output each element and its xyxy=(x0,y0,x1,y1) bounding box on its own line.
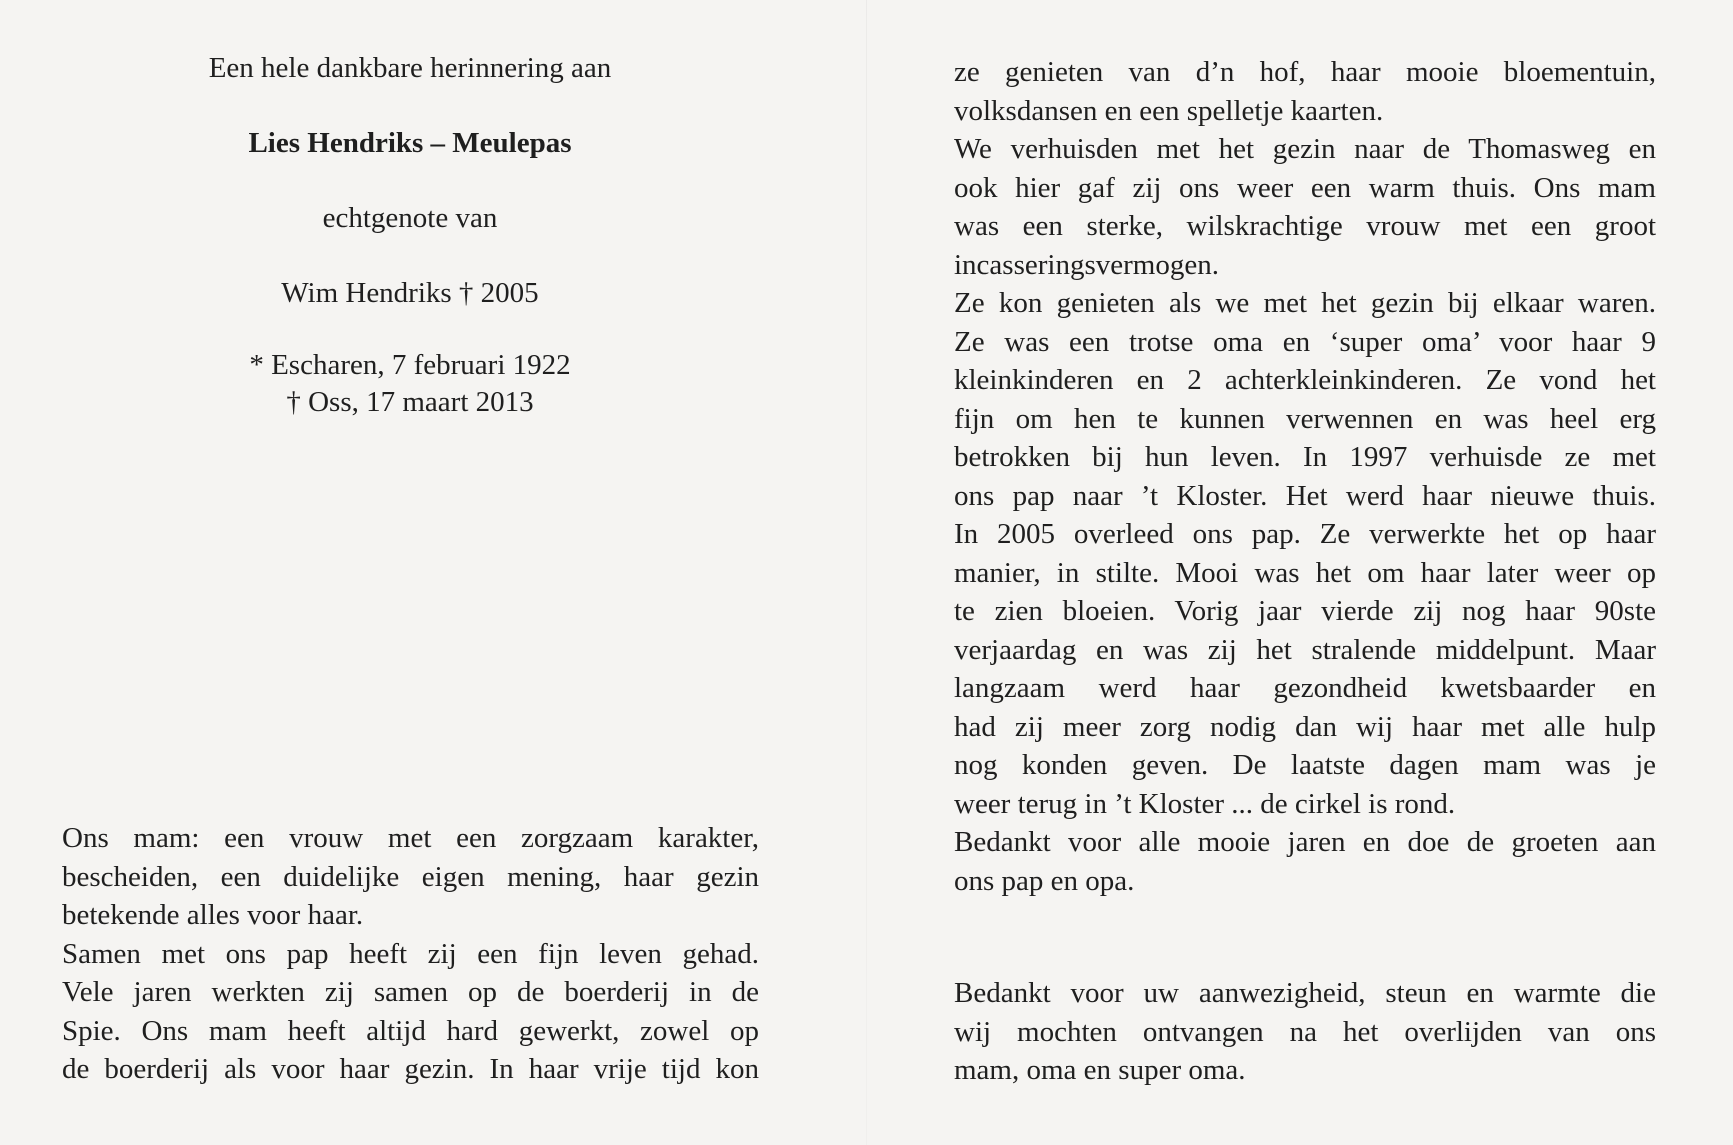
memorial-header xyxy=(60,50,760,421)
text-line: verjaardag en was zij het stralende middelpunt. Maar xyxy=(954,633,1656,666)
relation-line: echtgenote van xyxy=(322,202,498,234)
closing-thanks xyxy=(954,974,1656,1090)
text-line: In 2005 overleed ons pap. Ze verwerkte het op haar xyxy=(954,518,1656,550)
intro-line: Een hele dankbare herinnering aan xyxy=(208,52,612,84)
text-line: betrokken bij hun leven. In 1997 verhuisde ze met xyxy=(954,441,1656,473)
text-line: langzaam werd haar gezondheid kwetsbaarder en xyxy=(954,672,1656,704)
text-line: We verhuisden met het gezin naar de Thomasweg en xyxy=(954,133,1656,165)
text-line: Spie. Ons mam heeft altijd hard gewerkt, zowel op xyxy=(62,1014,759,1047)
text-line: Samen met ons pap heeft zij een fijn leven gehad. xyxy=(62,937,759,970)
text-line: wij mochten ontvangen na het overlijden van ons xyxy=(954,1015,1656,1048)
text-line: Vele jaren werkten zij samen op de boerderij in de xyxy=(62,976,759,1008)
text-line: betekende alles voor haar. xyxy=(62,899,364,931)
text-line: had zij meer zorg nodig dan wij haar met alle hulp xyxy=(954,710,1656,743)
left-body-text xyxy=(62,819,759,1089)
text-line: incasseringsvermogen. xyxy=(954,248,1219,281)
text-line: nog konden geven. De laatste dagen mam was je xyxy=(954,749,1656,781)
deceased-name: Lies Hendriks – Meulepas xyxy=(248,127,572,159)
text-line: was een sterke, wilskrachtige vrouw met een groot xyxy=(954,210,1656,242)
text-line: kleinkinderen en 2 achterkleinkinderen. Ze vond het xyxy=(954,364,1656,396)
text-line: manier, in stilte. Mooi was het om haar later weer op xyxy=(954,556,1656,589)
text-line: de boerderij als voor haar gezin. In haar vrije tijd kon xyxy=(62,1053,759,1085)
text-line: Ze was een trotse oma en ‘super oma’ voor haar 9 xyxy=(954,325,1656,358)
text-line: mam, oma en super oma. xyxy=(954,1054,1246,1086)
text-line: Ons mam: een vrouw met een zorgzaam karakter, xyxy=(62,822,759,854)
text-line: bescheiden, een duidelijke eigen mening, haar gezin xyxy=(62,860,759,893)
text-line: volksdansen en een spelletje kaarten. xyxy=(954,94,1384,127)
right-body-text xyxy=(954,53,1656,900)
birth-line: * Escharen, 7 februari 1922 xyxy=(249,349,571,381)
text-line: ze genieten van d’n hof, haar mooie bloementuin, xyxy=(954,56,1656,88)
text-line: ons pap en opa. xyxy=(954,864,1135,897)
text-line: Ze kon genieten als we met het gezin bij elkaar waren. xyxy=(954,287,1656,319)
card-fold xyxy=(866,0,867,1145)
text-line: te zien bloeien. Vorig jaar vierde zij nog haar 90ste xyxy=(954,595,1656,627)
death-line: † Oss, 17 maart 2013 xyxy=(286,386,534,418)
text-line: ons pap naar ’t Kloster. Het werd haar nieuwe thuis. xyxy=(954,479,1656,512)
text-line: ook hier gaf zij ons weer een warm thuis. Ons mam xyxy=(954,171,1656,204)
text-line: weer terug in ’t Kloster ... de cirkel is rond. xyxy=(954,787,1456,820)
text-line: fijn om hen te kunnen verwennen en was heel erg xyxy=(954,402,1656,435)
text-line: Bedankt voor uw aanwezigheid, steun en warmte die xyxy=(954,977,1656,1009)
spouse-line: Wim Hendriks † 2005 xyxy=(281,277,539,309)
text-line: Bedankt voor alle mooie jaren en doe de groeten aan xyxy=(954,826,1656,858)
